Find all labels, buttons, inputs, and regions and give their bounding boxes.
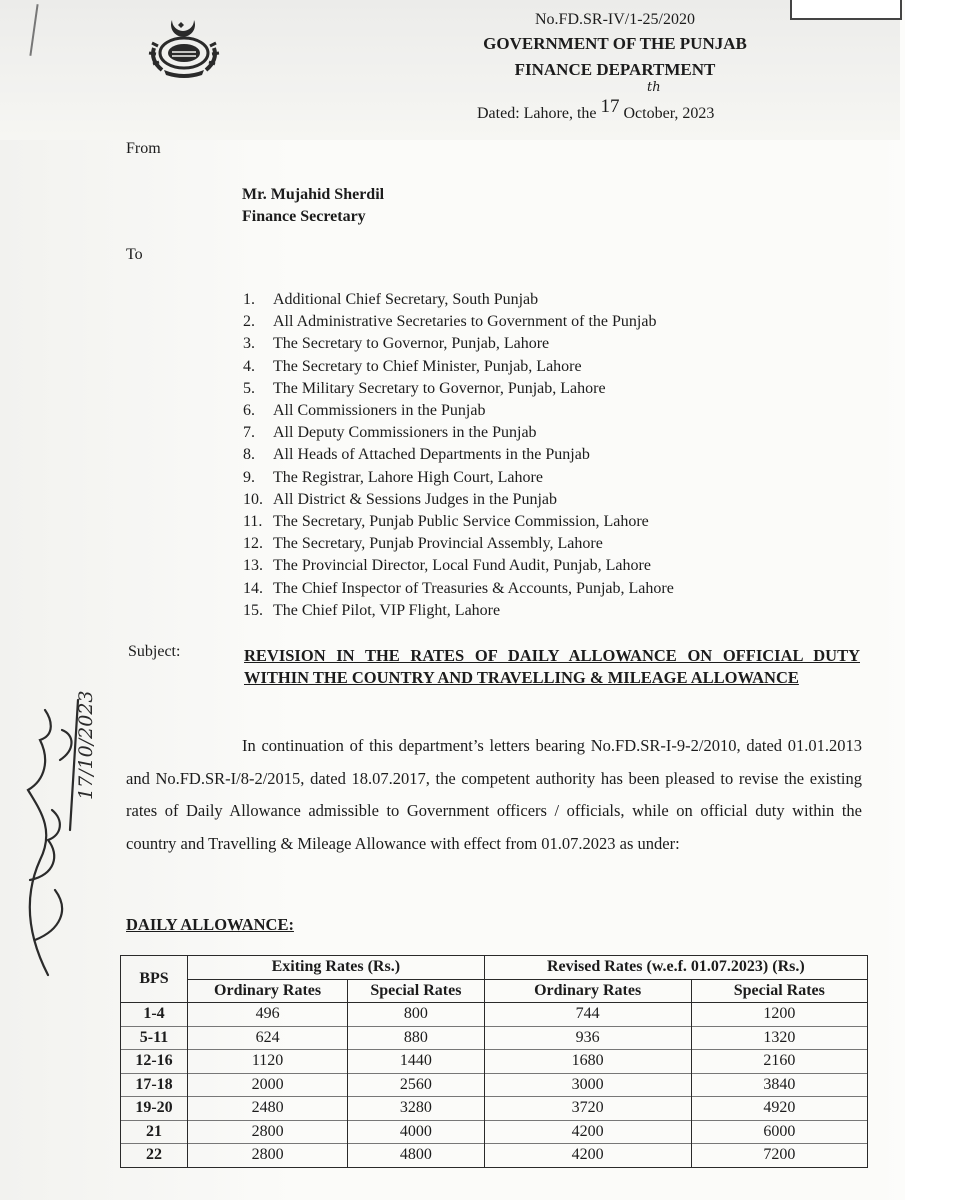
existing-special-cell: 4000 (348, 1120, 484, 1144)
table-subheader-row (121, 979, 868, 1003)
revised-special-cell: 2160 (691, 1050, 867, 1074)
recipient-number: 6. (243, 402, 255, 420)
existing-ordinary-cell: 1120 (188, 1050, 348, 1074)
list-item (243, 311, 674, 333)
recipient-number: 14. (243, 579, 263, 597)
recipient-text: All Commissioners in the Punjab (273, 402, 486, 420)
revised-ordinary-cell: 4200 (484, 1120, 691, 1144)
table-row (121, 1050, 868, 1074)
from-label: From (126, 140, 161, 157)
list-item (243, 555, 674, 577)
table-row (121, 1144, 868, 1168)
bps-cell: 5-11 (121, 1026, 188, 1050)
department-title: FINANCE DEPARTMENT (514, 60, 716, 79)
recipient-text: All Administrative Secretaries to Government of the Punjab (273, 313, 657, 331)
list-item (243, 511, 674, 533)
recipient-text: Additional Chief Secretary, South Punjab (273, 291, 539, 308)
revised-ordinary-cell: 3720 (484, 1097, 691, 1121)
list-item (243, 578, 674, 600)
handwritten-signature (0, 640, 110, 990)
revised-special-cell: 1200 (691, 1003, 867, 1027)
recipient-number: 15. (243, 601, 263, 619)
table-row (121, 1003, 868, 1027)
list-item (243, 356, 674, 378)
date-prefix: Dated: Lahore, the (477, 105, 597, 122)
bps-cell: 1-4 (121, 1003, 188, 1027)
existing-ordinary-cell: 2000 (188, 1073, 348, 1097)
date-line (477, 80, 715, 124)
list-item (243, 333, 674, 355)
existing-ordinary-cell: 624 (188, 1026, 348, 1050)
existing-ordinary-cell: 2480 (188, 1097, 348, 1121)
existing-ordinary-header: Ordinary Rates (188, 979, 348, 1003)
bps-cell: 19-20 (121, 1097, 188, 1121)
recipient-number: 10. (243, 490, 263, 508)
recipient-number: 7. (243, 424, 255, 442)
list-item (243, 400, 674, 422)
bps-cell: 22 (121, 1144, 188, 1168)
daily-allowance-table (120, 955, 868, 1168)
existing-special-cell: 1440 (348, 1050, 484, 1074)
recipient-text: The Provincial Director, Local Fund Audit, Punjab, Lahore (273, 557, 651, 575)
date-month-year: October, 2023 (623, 105, 715, 122)
bps-header: BPS (121, 956, 188, 1003)
recipient-number: 2. (243, 313, 255, 331)
list-item (243, 600, 674, 622)
revised-special-cell: 7200 (691, 1144, 867, 1168)
punjab-government-emblem-icon (142, 8, 226, 78)
subject-label: Subject: (128, 643, 181, 660)
revised-ordinary-cell: 4200 (484, 1144, 691, 1168)
page-right-margin (905, 0, 980, 1200)
recipient-text: The Secretary, Punjab Provincial Assembly, Lahore (273, 535, 603, 553)
recipient-number: 4. (243, 357, 255, 375)
existing-special-cell: 800 (348, 1003, 484, 1027)
revised-ordinary-cell: 1680 (484, 1050, 691, 1074)
list-item (243, 289, 674, 311)
list-item (243, 444, 674, 466)
revised-ordinary-cell: 744 (484, 1003, 691, 1027)
list-item (243, 489, 674, 511)
bps-cell: 12-16 (121, 1050, 188, 1074)
revised-special-cell: 3840 (691, 1073, 867, 1097)
recipient-text: The Secretary, Punjab Public Service Commission, Lahore (273, 513, 649, 531)
stamp-box (790, 0, 902, 20)
revised-special-cell: 1320 (691, 1026, 867, 1050)
signature-date: 17/10/2023 (75, 690, 97, 800)
revised-special-cell: 4920 (691, 1097, 867, 1121)
table-row (121, 1097, 868, 1121)
list-item (243, 378, 674, 400)
date-day-suffix: th (647, 80, 661, 95)
revised-special-cell: 6000 (691, 1120, 867, 1144)
list-item (243, 467, 674, 489)
revised-ordinary-cell: 3000 (484, 1073, 691, 1097)
date-day: 17 (600, 96, 620, 117)
revised-rates-header: Revised Rates (w.e.f. 01.07.2023) (Rs.) (484, 956, 867, 980)
existing-special-cell: 4800 (348, 1144, 484, 1168)
recipient-number: 3. (243, 335, 255, 353)
recipient-number: 1. (243, 291, 255, 308)
recipient-number: 11. (243, 513, 263, 531)
existing-ordinary-cell: 2800 (188, 1120, 348, 1144)
bps-cell: 17-18 (121, 1073, 188, 1097)
recipient-number: 9. (243, 468, 255, 486)
recipient-text: All District & Sessions Judges in the Punjab (273, 490, 557, 508)
existing-special-header: Special Rates (348, 979, 484, 1003)
daily-allowance-title: DAILY ALLOWANCE: (126, 915, 294, 934)
recipient-text: All Heads of Attached Departments in the Punjab (273, 446, 590, 464)
recipient-text: The Secretary to Governor, Punjab, Lahore (273, 335, 550, 353)
existing-rates-header: Exiting Rates (Rs.) (188, 956, 485, 980)
table-row (121, 1120, 868, 1144)
recipient-text: All Deputy Commissioners in the Punjab (273, 424, 537, 442)
reference-number: No.FD.SR-IV/1-25/2020 (534, 11, 695, 28)
body-paragraph: In continuation of this department’s letters bearing No.FD.SR-I-9-2/2010, dated 01.01.2013 and No.FD.SR-I/8-2/2015, dated 18.07.2017, the competent authority has been pleased to revise the existing rates of Daily Allowance admissible to Government officers / officials, while on official duty within the country and Travelling & Mileage Allowance with effect from 01.07.2023 as under: (126, 736, 862, 853)
recipient-number: 13. (243, 557, 263, 575)
recipient-text: The Chief Inspector of Treasuries & Accounts, Punjab, Lahore (273, 579, 674, 597)
sender-name: Mr. Mujahid Sherdil (242, 186, 385, 203)
existing-special-cell: 880 (348, 1026, 484, 1050)
recipient-text: The Military Secretary to Governor, Punjab, Lahore (273, 379, 606, 397)
existing-special-cell: 2560 (348, 1073, 484, 1097)
government-title: GOVERNMENT OF THE PUNJAB (483, 34, 747, 53)
existing-ordinary-cell: 2800 (188, 1144, 348, 1168)
recipient-text: The Secretary to Chief Minister, Punjab, Lahore (273, 357, 582, 375)
table-header-row (121, 956, 868, 980)
existing-ordinary-cell: 496 (188, 1003, 348, 1027)
recipient-number: 5. (243, 379, 255, 397)
table-row (121, 1026, 868, 1050)
recipient-number: 8. (243, 446, 255, 464)
list-item (243, 422, 674, 444)
revised-ordinary-header: Ordinary Rates (484, 979, 691, 1003)
revised-ordinary-cell: 936 (484, 1026, 691, 1050)
to-label: To (126, 246, 143, 263)
subject-text: REVISION IN THE RATES OF DAILY ALLOWANCE ON OFFICIAL DUTY WITHIN THE COUNTRY AND TRAVELLING & MILEAGE ALLOWANCE (244, 646, 860, 687)
recipient-text: The Registrar, Lahore High Court, Lahore (273, 468, 543, 486)
recipient-list (243, 289, 674, 622)
bps-cell: 21 (121, 1120, 188, 1144)
recipient-number: 12. (243, 535, 263, 553)
sender-designation: Finance Secretary (242, 208, 366, 225)
revised-special-header: Special Rates (691, 979, 867, 1003)
existing-special-cell: 3280 (348, 1097, 484, 1121)
sender-block (242, 184, 384, 228)
recipient-text: The Chief Pilot, VIP Flight, Lahore (273, 601, 501, 619)
table-row (121, 1073, 868, 1097)
list-item (243, 533, 674, 555)
